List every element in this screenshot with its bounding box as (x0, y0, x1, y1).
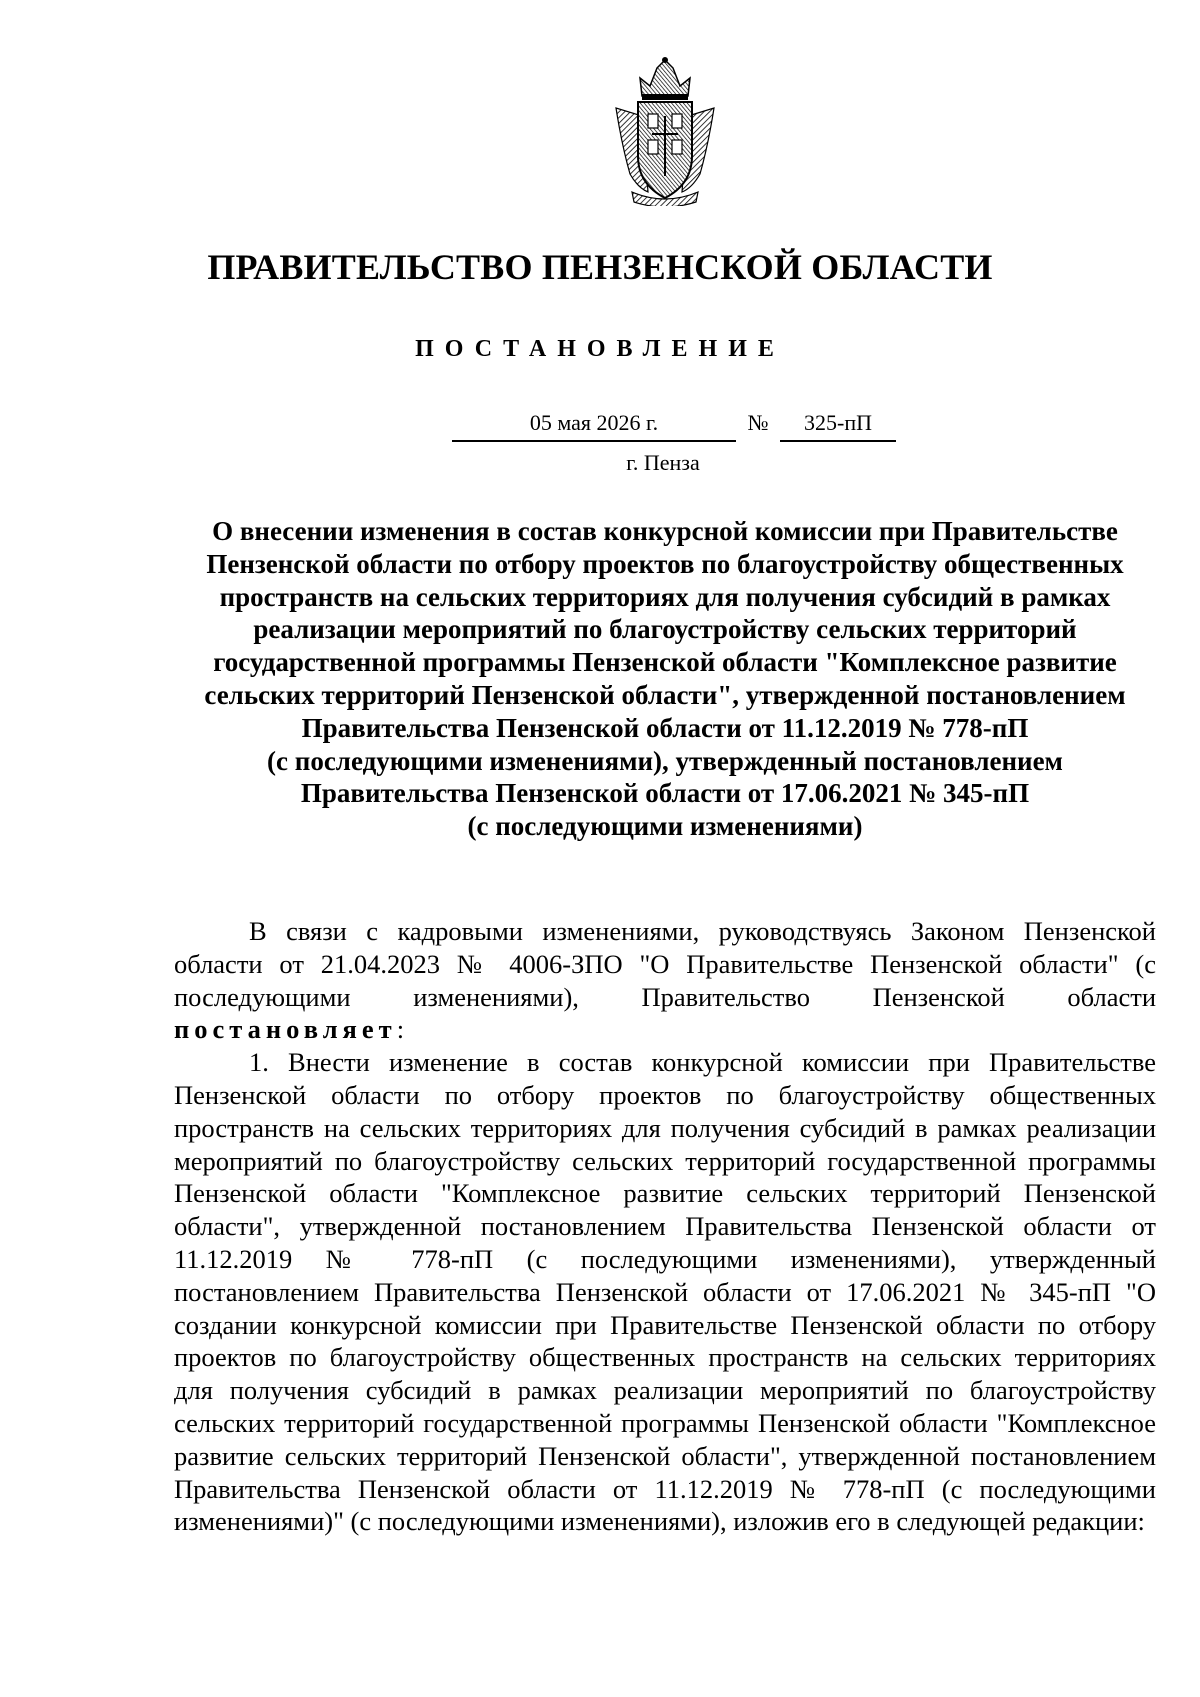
subject-line: сельских территорий Пензенской области", утвержденной постановлением (204, 679, 1126, 710)
document-date: 05 мая 2026 г. (452, 410, 736, 442)
document-type: ПОСТАНОВЛЕНИЕ (415, 336, 785, 362)
subject-line: (с последующими изменениями), утвержденный постановлением (267, 745, 1063, 776)
subject-line: Правительства Пензенской области от 11.12.2019 № 778-пП (301, 712, 1029, 743)
coat-of-arms-icon (612, 56, 718, 206)
preamble-text: В связи с кадровыми изменениями, руководствуясь Законом Пензенской области от 21.04.2023 № 4006-ЗПО "О Правительстве Пензенской области" (с последующими изменениями), Правительство Пензенской области (174, 916, 1156, 1012)
document-number: 325-пП (780, 410, 896, 442)
subject-line: Правительства Пензенской области от 17.06.2021 № 345-пП (300, 778, 1030, 809)
subject-line: реализации мероприятий по благоустройству сельских территорий (253, 614, 1077, 645)
resolves-word: постановляет (174, 1014, 397, 1045)
document-body (174, 915, 1156, 1538)
preamble-paragraph (174, 915, 1156, 1046)
subject-line: пространств на сельских территориях для получения субсидий в рамках (219, 581, 1111, 612)
subject-line: О внесении изменения в состав конкурсной комиссии при Правительстве (212, 516, 1118, 546)
organization-title: ПРАВИТЕЛЬСТВО ПЕНЗЕНСКОЙ ОБЛАСТИ (207, 247, 993, 287)
number-sign: № (747, 410, 769, 435)
item-1-paragraph: 1. Внести изменение в состав конкурсной комиссии при Правительстве Пензенской области по отбору проектов по благоустройству общественных пространств на сельских территориях для получения субсидий в рамках реализации мероприятий по благоустройству сельских территорий государственной программы Пензенской области "Комплексное развитие сельских территорий Пензенской области", утвержденной постановлением Правительства Пензенской области от 11.12.2019 № 778-пП (с последующими изменениями), утвержденный постановлением Правительства Пензенской области от 17.06.2021 № 345-пП "О создании конкурсной комиссии при Правительстве Пензенской области по отбору проектов по благоустройству общественных пространств на сельских территориях для получения субсидий в рамках реализации мероприятий по благоустройству сельских территорий государственной программы Пензенской области "Комплексное развитие сельских территорий Пензенской области", утвержденной постановлением Правительства Пензенской области от 11.12.2019 № 778-пП (с последующими изменениями)" (с последующими изменениями), изложив его в следующей редакции: (174, 1047, 1156, 1537)
subject-line: государственной программы Пензенской области "Комплексное развитие (213, 647, 1117, 678)
document-subject (174, 515, 1156, 843)
subject-line: (с последующими изменениями) (467, 811, 863, 842)
subject-line: Пензенской области по отбору проектов по благоустройству общественных (206, 548, 1124, 579)
document-city: г. Пенза (626, 450, 700, 475)
resolves-colon: : (396, 1014, 405, 1045)
